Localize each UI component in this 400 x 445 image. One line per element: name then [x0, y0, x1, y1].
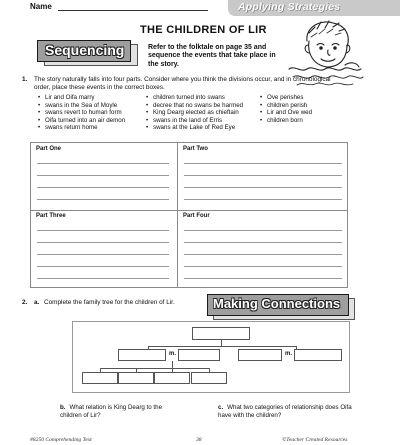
- event-item: • children turned into swans: [146, 94, 243, 102]
- event-list-column-1: [38, 94, 125, 132]
- footer-publisher: ©Teacher Created Resources: [282, 437, 348, 443]
- page-title: THE CHILDREN OF LIR: [140, 24, 267, 36]
- tree-box-child-1[interactable]: [82, 372, 118, 384]
- tree-box-left-1[interactable]: [118, 349, 166, 361]
- event-item: • swans revert to human form: [38, 109, 125, 117]
- part-four-label: Part Four: [183, 213, 210, 219]
- marriage-label-left: m.: [169, 351, 177, 357]
- event-item: • children born: [260, 117, 312, 125]
- sequencing-banner-label: Sequencing: [45, 42, 125, 58]
- event-item: • decree that no swans be harmed: [146, 102, 243, 110]
- event-item: • swans in the Sea of Moyle: [38, 102, 125, 110]
- question-2a-letter: a.: [34, 299, 40, 306]
- event-item: • Oifa turned into an air demon: [38, 117, 125, 125]
- question-2-number: 2.: [22, 299, 28, 306]
- event-item: • swans at the Lake of Red Eye: [146, 124, 243, 132]
- sequencing-instruction: Refer to the folktale on page 35 and sequence the events that take place in the story.: [148, 44, 276, 68]
- tree-box-left-2[interactable]: [178, 349, 220, 361]
- event-item: • Lir and Ove wed: [260, 109, 312, 117]
- name-label: Name: [30, 2, 52, 11]
- question-2b: [60, 404, 170, 419]
- event-item: • Lir and Oifa marry: [38, 94, 125, 102]
- question-2b-letter: b.: [60, 404, 66, 411]
- footer-book-id: #8250 Comprehending Text: [30, 437, 92, 443]
- part-three-label: Part Three: [36, 213, 66, 219]
- connections-banner-label: Making Connections: [213, 296, 341, 311]
- name-line: [58, 10, 208, 11]
- tree-box-top[interactable]: [192, 327, 250, 340]
- event-item: • children perish: [260, 102, 312, 110]
- tree-box-child-3[interactable]: [154, 372, 190, 384]
- tree-box-child-2[interactable]: [118, 372, 154, 384]
- question-1-text: The story naturally falls into four parts. Consider where you think the divisions occur, and in chronological order, place these events in the correct boxes.: [34, 76, 331, 91]
- event-list-column-2: [146, 94, 243, 132]
- question-2b-text: What relation is King Dearg to the children of Lir?: [60, 404, 163, 419]
- event-item: • Ove perishes: [260, 94, 312, 102]
- event-item: • swans return home: [38, 124, 125, 132]
- event-item: • King Dearg elected as chieftain: [146, 109, 243, 117]
- tree-box-right-2[interactable]: [294, 349, 342, 361]
- part-one-label: Part One: [36, 146, 62, 152]
- event-item: • swans in the land of Erris: [146, 117, 243, 125]
- event-list-column-3: [260, 94, 312, 124]
- question-1-number: 1.: [22, 76, 28, 83]
- footer-page-number: 38: [196, 437, 202, 443]
- part-two-label: Part Two: [183, 146, 208, 152]
- question-2c-letter: c.: [218, 404, 224, 411]
- question-2a-text: Complete the family tree for the children of Lir.: [44, 299, 175, 306]
- question-2c-text: What two categories of relationship does Oifa have with the children?: [218, 404, 352, 419]
- section-tab-label: Applying Strategies: [238, 1, 341, 13]
- marriage-label-right: m.: [285, 351, 293, 357]
- tree-box-right-1[interactable]: [238, 349, 282, 361]
- tree-box-child-4[interactable]: [191, 372, 227, 384]
- parts-grid: [30, 142, 348, 288]
- question-2c: [218, 404, 353, 419]
